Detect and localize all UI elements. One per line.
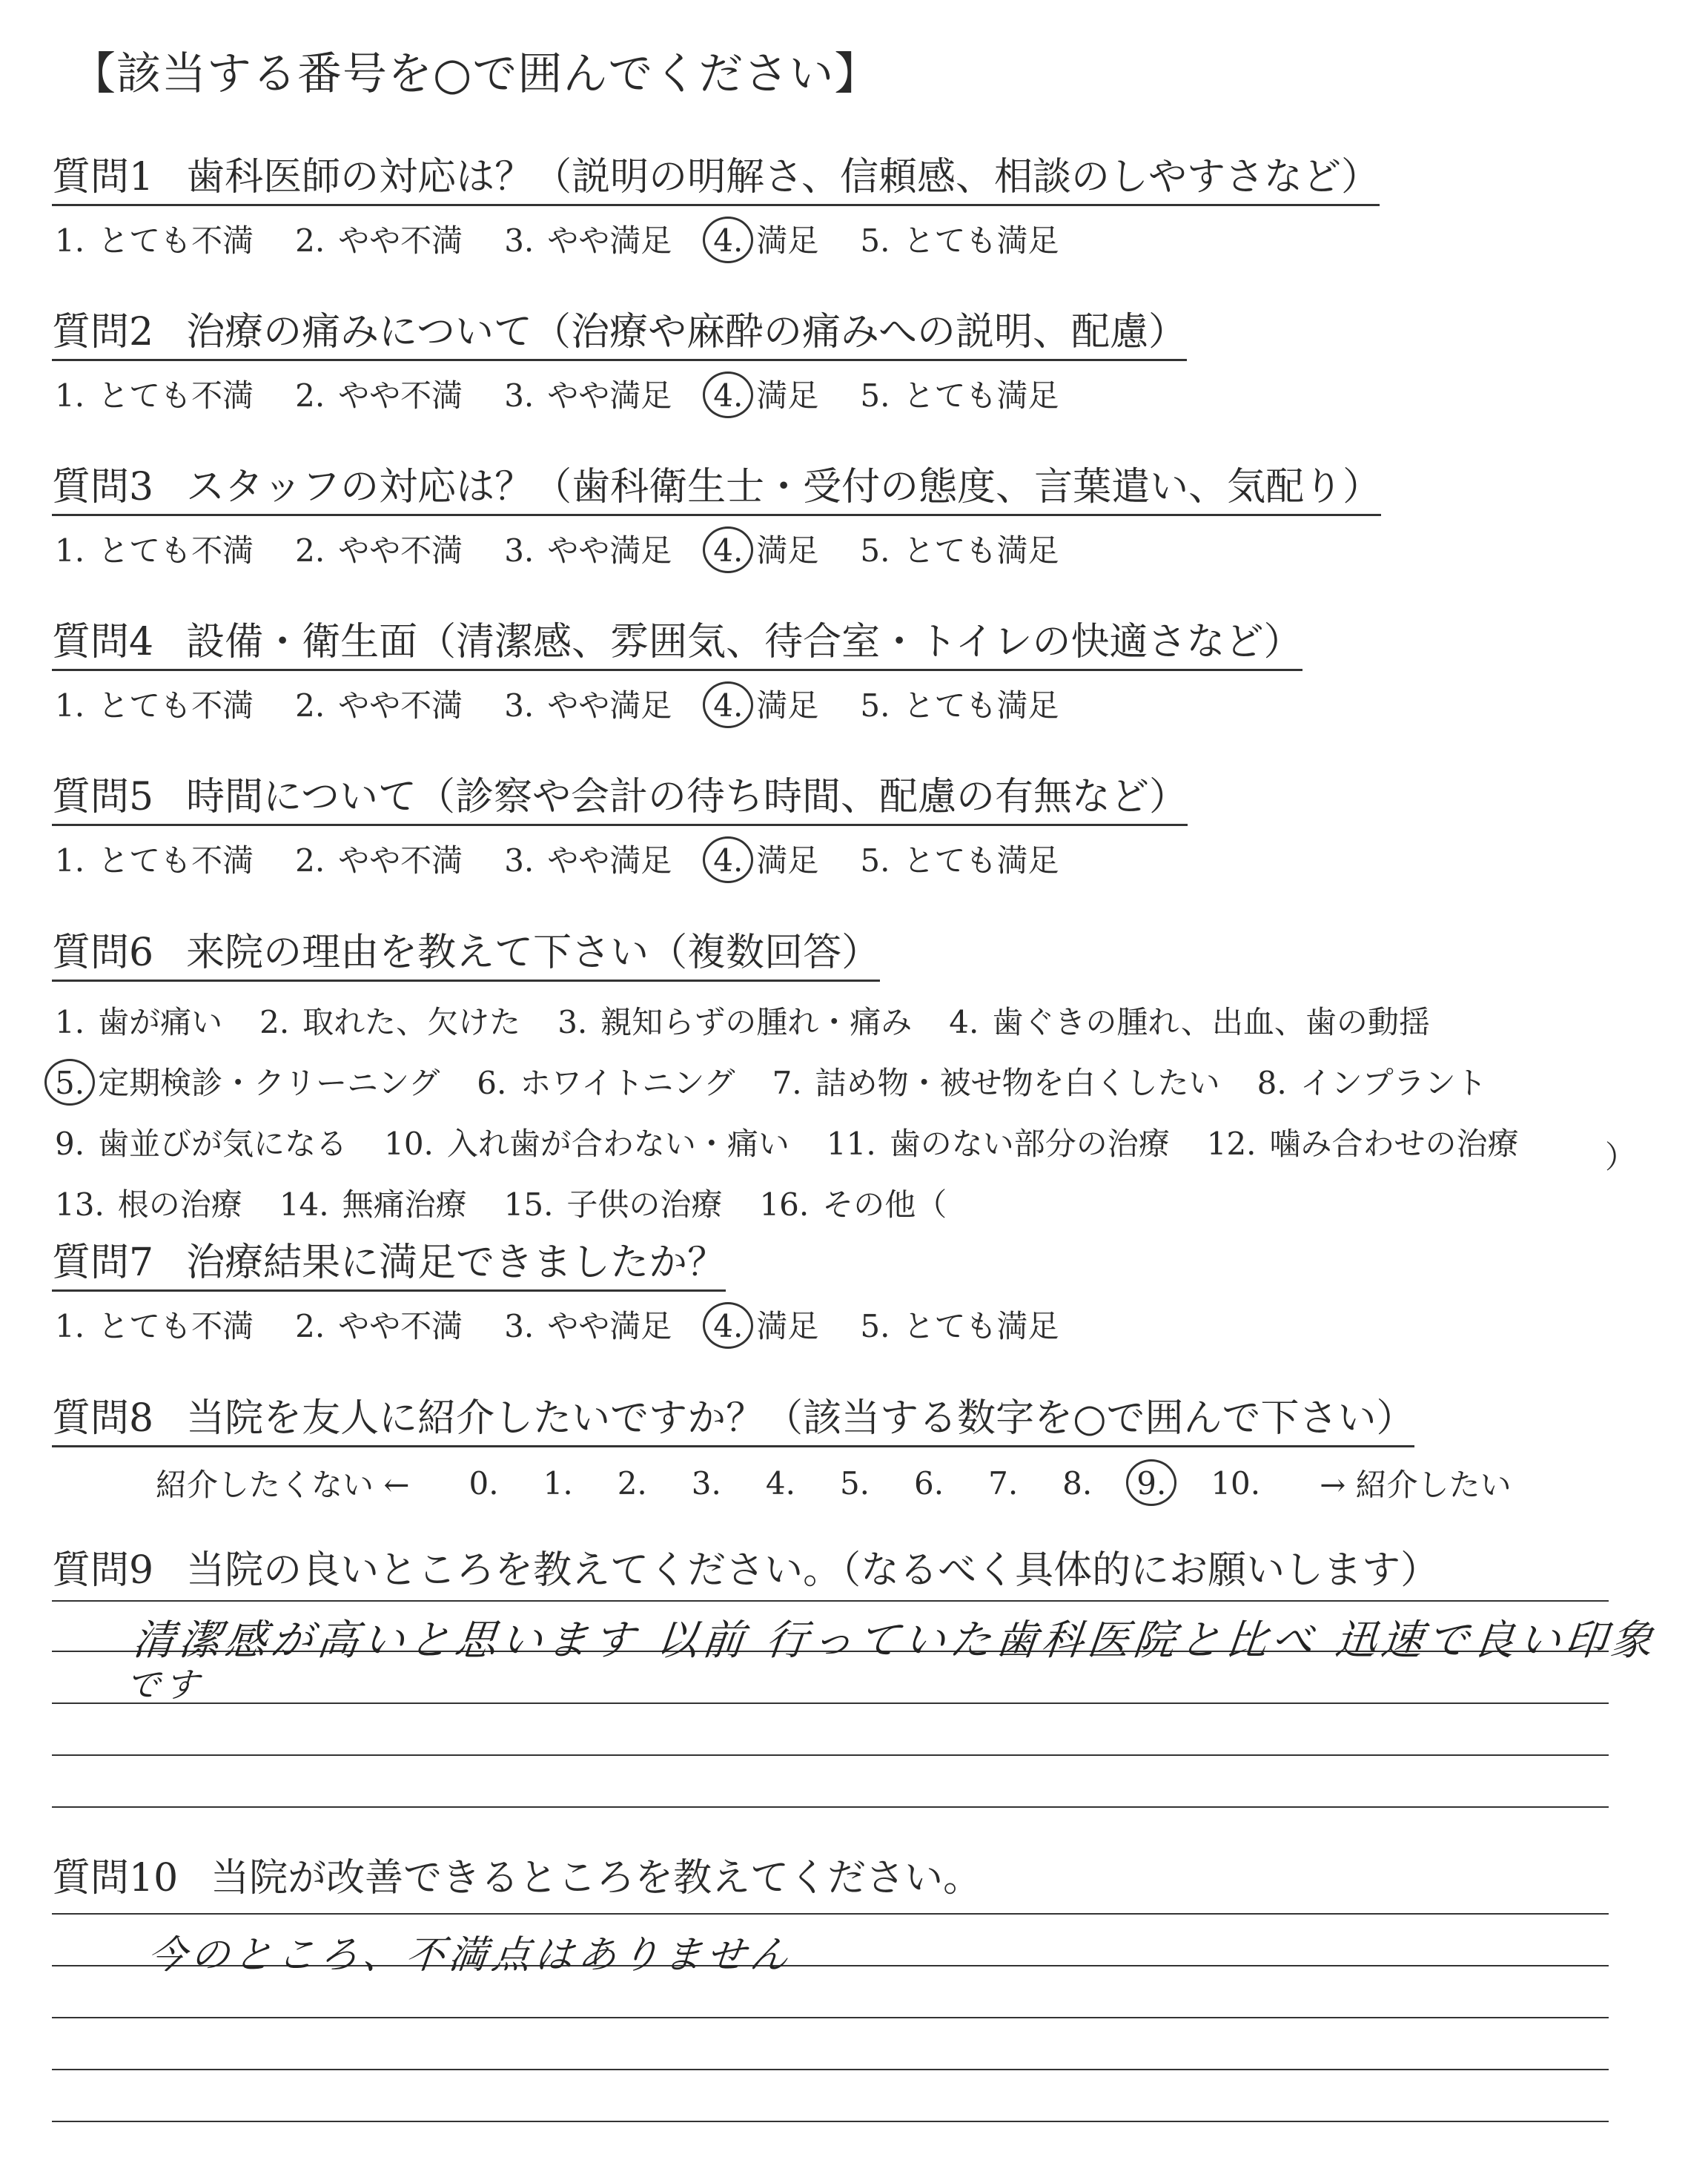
reason-option-5	[52, 1059, 440, 1103]
option-label: やや満足	[547, 687, 672, 724]
scale-number: 2.	[617, 1464, 647, 1502]
option-1	[52, 681, 254, 726]
question-5	[52, 765, 1188, 881]
option-4	[710, 681, 818, 726]
option-4	[710, 836, 818, 881]
option-number: 1.	[55, 1308, 85, 1344]
option-1	[52, 526, 254, 571]
option-number: 2.	[259, 1004, 290, 1040]
option-label: やや満足	[547, 532, 672, 569]
option-label: 満足	[756, 532, 819, 569]
option-label: やや不満	[338, 687, 463, 724]
option-2	[292, 1302, 463, 1347]
question-6-other-close: ）	[1605, 1139, 1637, 1175]
option-number: 3.	[504, 687, 534, 724]
option-1	[52, 371, 254, 416]
answer-line	[52, 2121, 1609, 2122]
option-5	[857, 1302, 1059, 1347]
option-number: 4.	[710, 1308, 746, 1344]
option-number: 6.	[477, 1065, 507, 1101]
option-number: 16.	[759, 1186, 810, 1223]
question-3	[52, 455, 1381, 571]
option-label: 噛み合わせの治療	[1269, 1126, 1519, 1162]
option-number: 3.	[504, 222, 534, 259]
question-8-scale	[156, 1461, 1512, 1505]
option-3	[501, 371, 672, 416]
option-label: 満足	[756, 842, 819, 879]
question-3-options	[52, 526, 1381, 571]
option-number: 5.	[52, 1065, 87, 1101]
option-label: やや不満	[338, 532, 463, 569]
scale-number: 5.	[839, 1464, 870, 1502]
option-label: やや満足	[547, 377, 672, 414]
scale-number: 3.	[691, 1464, 721, 1502]
option-label: とても不満	[98, 1308, 254, 1344]
option-label: 親知らずの腫れ・痛み	[600, 1004, 913, 1040]
question-5-title: 質問5 時間について（診察や会計の待ち時間、配慮の有無など）	[52, 765, 1188, 826]
option-label: とても不満	[98, 377, 254, 414]
option-4	[710, 1302, 818, 1347]
question-10-answer-line-1: 今のところ、不満点はありません	[145, 1933, 795, 1978]
option-number: 4.	[710, 687, 746, 724]
option-label: やや満足	[547, 1308, 672, 1344]
option-number: 1.	[55, 377, 85, 414]
option-label: 子供の治療	[566, 1186, 723, 1223]
option-number: 1.	[55, 222, 85, 259]
option-label: とても不満	[98, 842, 254, 879]
option-number: 5.	[860, 532, 890, 569]
reason-option-13	[52, 1180, 242, 1225]
option-number: 13.	[55, 1186, 105, 1223]
question-6-row-2	[52, 1059, 1553, 1103]
option-5	[857, 217, 1059, 261]
option-2	[292, 836, 463, 881]
question-5-options	[52, 836, 1188, 881]
reason-option-12	[1204, 1120, 1519, 1164]
question-7-title: 質問7 治療結果に満足できましたか？	[52, 1231, 726, 1292]
question-8-right-label: → 紹介したい	[1320, 1467, 1512, 1503]
option-label: とても満足	[903, 842, 1059, 879]
option-4	[710, 526, 818, 571]
reason-option-14	[277, 1180, 467, 1225]
option-number: 1.	[55, 687, 85, 724]
question-9-answer-line-2: です	[123, 1665, 205, 1705]
option-5	[857, 681, 1059, 726]
reason-option-8	[1254, 1059, 1487, 1103]
option-number: 4.	[710, 532, 746, 569]
reason-option-15	[501, 1180, 723, 1225]
option-number: 10.	[384, 1126, 434, 1162]
option-label: 取れた、欠けた	[302, 1004, 521, 1040]
option-number: 2.	[295, 532, 325, 569]
option-number: 3.	[557, 1004, 588, 1040]
option-number: 2.	[295, 687, 325, 724]
option-5	[857, 836, 1059, 881]
option-label: ホワイトニング	[520, 1065, 735, 1101]
option-number: 8.	[1257, 1065, 1287, 1101]
option-number: 5.	[860, 377, 890, 414]
option-number: 2.	[295, 842, 325, 879]
option-number: 11.	[826, 1126, 876, 1162]
option-number: 4.	[710, 842, 746, 879]
option-2	[292, 371, 463, 416]
question-4-options	[52, 681, 1302, 726]
option-number: 5.	[860, 1308, 890, 1344]
scale-number: 7.	[988, 1464, 1019, 1502]
option-label: 歯ぐきの腫れ、出血、歯の動揺	[992, 1004, 1430, 1040]
reason-option-1	[52, 998, 222, 1043]
option-number: 5.	[860, 222, 890, 259]
reason-option-9	[52, 1120, 347, 1164]
answer-line	[52, 1600, 1609, 1602]
option-5	[857, 371, 1059, 416]
reason-option-10	[381, 1120, 790, 1164]
option-label: インプラント	[1300, 1065, 1487, 1101]
question-8	[52, 1387, 1512, 1505]
option-number: 1.	[55, 842, 85, 879]
question-7	[52, 1231, 1097, 1347]
question-6-row-4	[52, 1180, 1553, 1225]
option-number: 3.	[504, 532, 534, 569]
answer-line	[52, 1702, 1609, 1704]
option-number: 3.	[504, 1308, 534, 1344]
answer-line	[52, 1913, 1609, 1915]
option-number: 1.	[55, 532, 85, 569]
question-4	[52, 610, 1302, 726]
option-number: 1.	[55, 1004, 85, 1040]
option-5	[857, 526, 1059, 571]
question-6-row-1	[52, 998, 1553, 1043]
option-4	[710, 217, 818, 261]
reason-option-11	[824, 1120, 1170, 1164]
option-label: 歯のない部分の治療	[889, 1126, 1170, 1162]
option-label: 満足	[756, 1308, 819, 1344]
question-1-options	[52, 217, 1380, 261]
option-number: 2.	[295, 1308, 325, 1344]
scale-number: 10.	[1211, 1464, 1261, 1502]
option-3	[501, 836, 672, 881]
option-number: 4.	[710, 377, 746, 414]
question-8-left-label: 紹介したくない ←	[156, 1467, 410, 1503]
option-3	[501, 681, 672, 726]
scale-number: 8.	[1062, 1464, 1093, 1502]
answer-line	[52, 1754, 1609, 1756]
scale-number: 6.	[914, 1464, 944, 1502]
option-number: 2.	[295, 222, 325, 259]
question-9-answer-line-1: 清潔感が高いと思います 以前 行っていた歯科医院と比べ 迅速で良い印象	[130, 1616, 1660, 1665]
option-label: その他（	[822, 1186, 947, 1223]
option-label: 歯並びが気になる	[98, 1126, 348, 1162]
option-number: 4.	[710, 222, 746, 259]
option-1	[52, 217, 254, 261]
answer-line	[52, 2069, 1609, 2070]
option-number: 12.	[1206, 1126, 1257, 1162]
option-label: 詰め物・被せ物を白くしたい	[815, 1065, 1220, 1101]
option-2	[292, 681, 463, 726]
option-number: 9.	[55, 1126, 85, 1162]
option-3	[501, 1302, 672, 1347]
option-number: 4.	[949, 1004, 979, 1040]
answer-line	[52, 1806, 1609, 1808]
option-label: とても満足	[903, 1308, 1059, 1344]
option-label: とても不満	[98, 222, 254, 259]
question-1-title: 質問1 歯科医師の対応は？（説明の明解さ、信頼感、相談のしやすさなど）	[52, 145, 1380, 206]
option-label: 定期検診・クリーニング	[98, 1065, 440, 1101]
option-label: とても不満	[98, 532, 254, 569]
option-4	[710, 371, 818, 416]
option-label: 入れ歯が合わない・痛い	[446, 1126, 790, 1162]
option-label: とても満足	[903, 687, 1059, 724]
question-6-title: 質問6 来院の理由を教えて下さい（複数回答）	[52, 921, 880, 982]
option-label: やや満足	[547, 222, 672, 259]
question-9	[52, 1539, 1439, 1597]
reason-option-2	[256, 998, 520, 1043]
question-4-title: 質問4 設備・衛生面（清潔感、雰囲気、待合室・トイレの快適さなど）	[52, 610, 1302, 671]
question-7-options	[52, 1302, 1097, 1347]
scale-number: 1.	[543, 1464, 573, 1502]
option-2	[292, 526, 463, 571]
option-label: 満足	[756, 377, 819, 414]
option-1	[52, 836, 254, 881]
option-label: 歯が痛い	[98, 1004, 223, 1040]
option-label: 無痛治療	[342, 1186, 467, 1223]
option-label: とても満足	[903, 377, 1059, 414]
question-8-title: 質問8 当院を友人に紹介したいですか？（該当する数字を○で囲んで下さい）	[52, 1387, 1414, 1447]
question-9-title: 質問9 当院の良いところを教えてください。（なるべく具体的にお願いします）	[52, 1548, 1440, 1593]
question-10	[52, 1846, 982, 1905]
question-1	[52, 145, 1380, 261]
reason-option-6	[474, 1059, 735, 1103]
option-number: 3.	[504, 377, 534, 414]
question-2-options	[52, 371, 1187, 416]
option-2	[292, 217, 463, 261]
scale-number: 4.	[765, 1464, 795, 1502]
reason-option-4	[946, 998, 1430, 1043]
option-label: やや満足	[547, 842, 672, 879]
option-number: 5.	[860, 842, 890, 879]
option-label: 根の治療	[117, 1186, 242, 1223]
option-number: 14.	[279, 1186, 329, 1223]
option-number: 5.	[860, 687, 890, 724]
option-label: やや不満	[338, 222, 463, 259]
question-6	[52, 921, 1553, 1225]
reason-option-3	[555, 998, 912, 1043]
reason-option-16	[756, 1180, 947, 1225]
question-10-title: 質問10 当院が改善できるところを教えてください。	[52, 1856, 982, 1900]
scale-number: 9.	[1133, 1465, 1169, 1502]
question-6-row-3	[52, 1120, 1553, 1164]
option-label: やや不満	[338, 1308, 463, 1344]
reason-option-7	[769, 1059, 1220, 1103]
question-2	[52, 300, 1187, 416]
option-number: 2.	[295, 377, 325, 414]
form-title: 【該当する番号を○で囲んでください】	[71, 48, 880, 100]
option-label: やや不満	[338, 842, 463, 879]
option-1	[52, 1302, 254, 1347]
option-label: とても不満	[98, 687, 254, 724]
option-label: やや不満	[338, 377, 463, 414]
option-number: 7.	[772, 1065, 802, 1101]
option-number: 15.	[503, 1186, 554, 1223]
option-label: とても満足	[903, 222, 1059, 259]
question-8-numbers	[447, 1465, 1283, 1502]
option-label: とても満足	[903, 532, 1059, 569]
option-number: 3.	[504, 842, 534, 879]
question-3-title: 質問3 スタッフの対応は？（歯科衛生士・受付の態度、言葉遣い、気配り）	[52, 455, 1381, 516]
answer-line	[52, 2017, 1609, 2018]
question-2-title: 質問2 治療の痛みについて（治療や麻酔の痛みへの説明、配慮）	[52, 300, 1187, 361]
scale-number: 0.	[469, 1464, 499, 1502]
option-3	[501, 217, 672, 261]
option-label: 満足	[756, 222, 819, 259]
option-label: 満足	[756, 687, 819, 724]
option-3	[501, 526, 672, 571]
